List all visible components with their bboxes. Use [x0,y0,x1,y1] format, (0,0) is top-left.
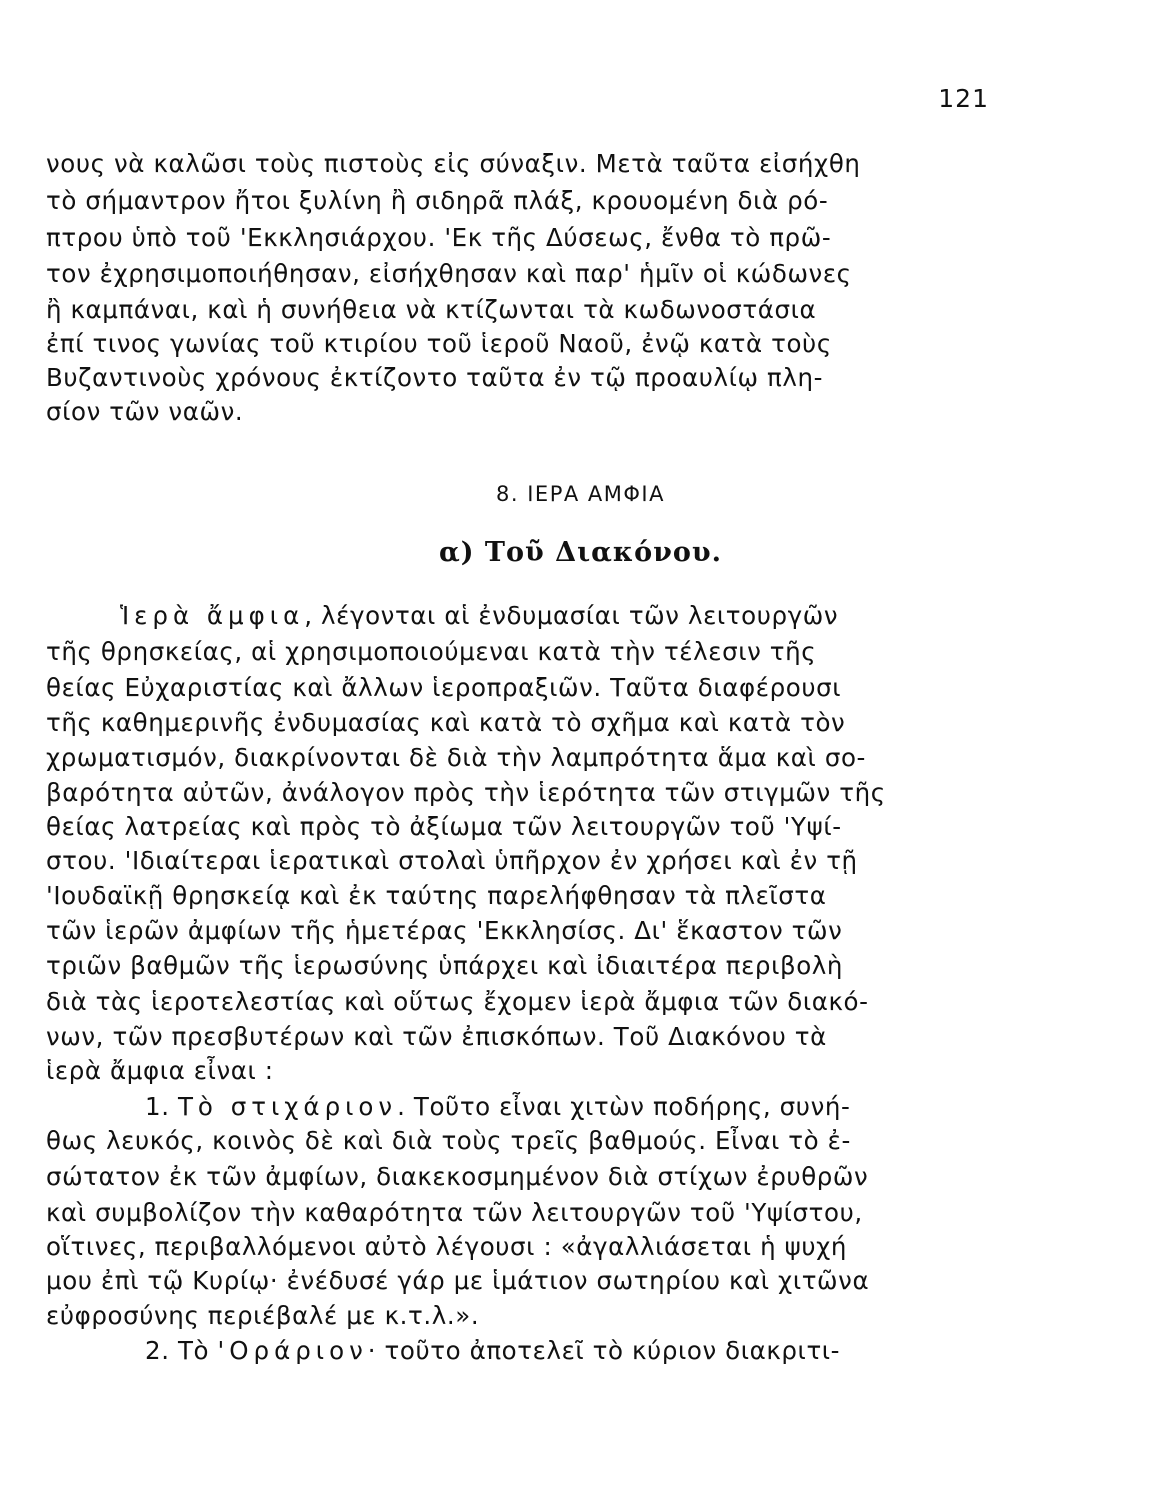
subheading: α) Τοῦ Διακόνου. [438,537,723,568]
item-number: 2. [145,1336,170,1365]
line-rest: . Τοῦτο εἶναι χιτὼν ποδήρης, συνή- [397,1092,851,1121]
spaced-term: Τὸ στιχάριον [177,1092,398,1121]
text-line-first [120,599,996,632]
page-number: 121 [938,84,989,113]
text-line: καὶ συμβολίζον τὴν καθαρότητα τῶν λειτουργῶν τοῦ 'Υψίστου, [46,1198,863,1227]
text-line: στου. 'Ιδιαίτεραι ἱερατικαὶ στολαὶ ὑπῆρχον ἐν χρήσει καὶ ἐν τῇ [46,846,858,875]
text-line: θείας λατρείας καὶ πρὸς τὸ ἀξίωμα τῶν λειτουργῶν τοῦ 'Υψί- [46,812,842,841]
text-line: Βυζαντινοὺς χρόνους ἐκτίζοντο ταῦτα ἐν τῷ προαυλίῳ πλη- [46,363,824,392]
text-line: ἐπί τινος γωνίας τοῦ κτιρίου τοῦ ἱεροῦ Ναοῦ, ἐνῷ κατὰ τοὺς [46,329,832,358]
text-line: τριῶν βαθμῶν τῆς ἱερωσύνης ὑπάρχει καὶ ἰδιαιτέρα περιβολὴ [46,951,844,980]
spaced-term: Ἱερὰ ἄμφια [120,601,305,630]
text-line: τὸ σήμαντρον ἤτοι ξυλίνη ἢ σιδηρᾶ πλάξ, κρουομένη διὰ ρό- [46,186,829,215]
text-line: νων, τῶν πρεσβυτέρων καὶ τῶν ἐπισκόπων. Τοῦ Διακόνου τὰ [46,1022,827,1051]
text-line: τῆς καθημερινῆς ἐνδυμασίας καὶ κατὰ τὸ σχῆμα καὶ κατὰ τὸν [46,708,846,737]
line-rest: · τοῦτο ἀποτελεῖ τὸ κύριον διακριτι- [367,1336,841,1365]
item-number: 1. [145,1092,170,1121]
text-line-first [145,1090,1000,1123]
text-line: νους νὰ καλῶσι τοὺς πιστοὺς εἰς σύναξιν. Μετὰ ταῦτα εἰσήχθη [46,149,861,178]
spaced-term: 'Οράριον [217,1336,368,1365]
text-line: πτρου ὑπὸ τοῦ 'Εκκλησιάρχου. 'Εκ τῆς Δύσεως, ἔνθα τὸ πρῶ- [46,223,832,252]
text-line: θείας Εὐχαριστίας καὶ ἄλλων ἱεροπραξιῶν. Ταῦτα διαφέρουσι [46,673,842,702]
term-prefix: Τὸ [177,1336,218,1365]
text-line: διὰ τὰς ἱεροτελεστίας καὶ οὕτως ἔχομεν ἱερὰ ἄμφια τῶν διακό- [46,987,869,1016]
text-line: 'Ιουδαϊκῇ θρησκείᾳ καὶ ἐκ ταύτης παρελήφθησαν τὰ πλεῖστα [46,881,827,910]
line-rest: , λέγονται αἱ ἐνδυμασίαι τῶν λειτουργῶν [304,601,839,630]
text-line: εὐφροσύνης περιέβαλέ με κ.τ.λ.». [46,1301,480,1330]
text-line: θως λευκός, κοινὸς δὲ καὶ διὰ τοὺς τρεῖς βαθμούς. Εἶναι τὸ ἐ- [46,1126,851,1155]
text-line: σίον τῶν ναῶν. [46,397,244,426]
text-line: χρωματισμόν, διακρίνονται δὲ διὰ τὴν λαμπρότητα ἅμα καὶ σο- [46,743,866,772]
text-line-first [145,1334,1000,1367]
text-line: τῶν ἱερῶν ἀμφίων τῆς ἡμετέρας 'Εκκλησίσς. Δι' ἕκαστον τῶν [46,916,843,945]
text-line: ἱερὰ ἄμφια εἶναι : [46,1056,274,1085]
text-line: μου ἐπὶ τῷ Κυρίῳ· ἐνέδυσέ γάρ με ἱμάτιον σωτηρίου καὶ χιτῶνα [46,1266,870,1295]
text-line: τον ἐχρησιμοποιήθησαν, εἰσήχθησαν καὶ παρ' ἡμῖν οἱ κώδωνες [46,259,852,288]
text-line: τῆς θρησκείας, αἱ χρησιμοποιούμεναι κατὰ τὴν τέλεσιν τῆς [46,637,817,666]
text-line: σώτατον ἐκ τῶν ἀμφίων, διακεκοσμημένον διὰ στίχων ἐρυθρῶν [46,1162,869,1191]
text-line: οἵτινες, περιβαλλόμενοι αὐτὸ λέγουσι : «ἀγαλλιάσεται ἡ ψυχή [46,1232,848,1261]
text-line: βαρότητα αὐτῶν, ἀνάλογον πρὸς τὴν ἱερότητα τῶν στιγμῶν τῆς [46,778,886,807]
text-line: ἢ καμπάναι, καὶ ἡ συνήθεια νὰ κτίζωνται τὰ κωδωνοστάσια [46,295,817,324]
section-heading: 8. ΙΕΡΑ ΑΜΦΙΑ [496,482,665,506]
